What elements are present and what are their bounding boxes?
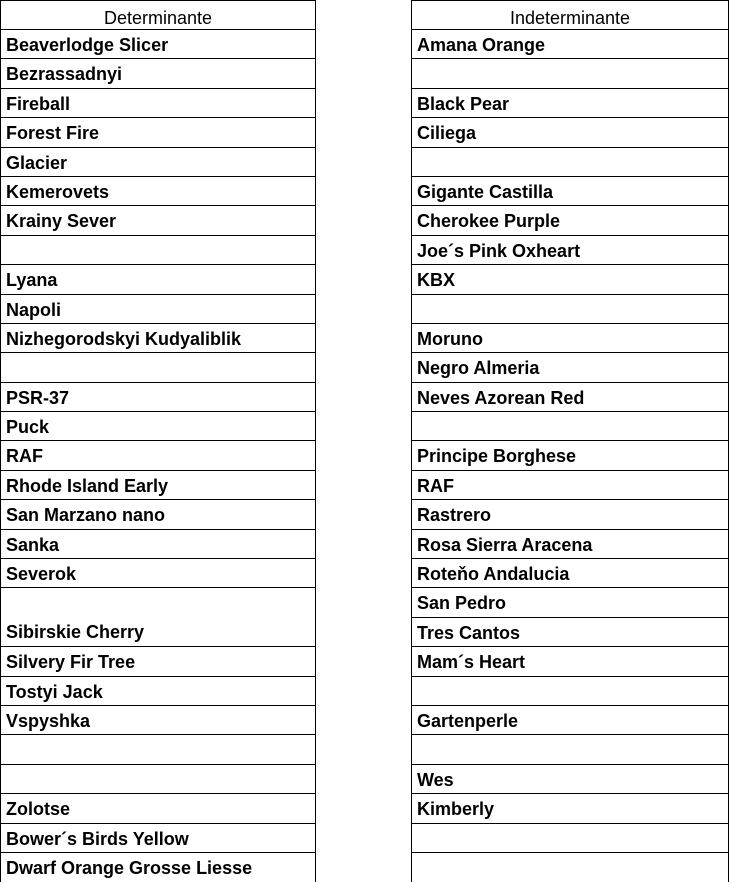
indeterminante-cell (412, 824, 728, 853)
indeterminante-cell: Rosa Sierra Aracena (412, 530, 728, 559)
determinante-cell: Lyana (1, 265, 315, 294)
indeterminante-cell: Cherokee Purple (412, 206, 728, 235)
indeterminante-cell: Wes (412, 765, 728, 794)
determinante-cell: Severok (1, 559, 315, 588)
indeterminante-cell (412, 853, 728, 882)
indeterminante-cell (412, 735, 728, 764)
determinante-cell: Forest Fire (1, 118, 315, 147)
determinante-cell: Silvery Fir Tree (1, 647, 315, 676)
indeterminante-cell: Mam´s Heart (412, 647, 728, 676)
determinante-cell: Bower´s Birds Yellow (1, 824, 315, 853)
indeterminante-cell: Gartenperle (412, 706, 728, 735)
indeterminante-cell: Joe´s Pink Oxheart (412, 236, 728, 265)
determinante-cell: San Marzano nano (1, 500, 315, 529)
determinante-cell: Fireball (1, 89, 315, 118)
determinante-cell: Sibirskie Cherry (1, 588, 315, 647)
indeterminante-cell (412, 59, 728, 88)
indeterminante-cell: Black Pear (412, 89, 728, 118)
determinante-cell: Bezrassadnyi (1, 59, 315, 88)
indeterminante-cell: Negro Almeria (412, 353, 728, 382)
indeterminante-cell: Kimberly (412, 794, 728, 823)
determinante-cell: Kemerovets (1, 177, 315, 206)
determinante-cell: Glacier (1, 148, 315, 177)
determinante-cell: Vspyshka (1, 706, 315, 735)
determinante-cell: Beaverlodge Slicer (1, 30, 315, 59)
determinante-cell: Zolotse (1, 794, 315, 823)
indeterminante-cell: RAF (412, 471, 728, 500)
indeterminante-cell (412, 677, 728, 706)
indeterminante-cell: KBX (412, 265, 728, 294)
determinante-cell: Sanka (1, 530, 315, 559)
determinante-cell: PSR-37 (1, 383, 315, 412)
indeterminante-cell: Rastrero (412, 500, 728, 529)
indeterminante-cell: Roteňo Andalucia (412, 559, 728, 588)
determinante-cell (1, 765, 315, 794)
indeterminante-cell (412, 295, 728, 324)
determinante-cell: Nizhegorodskyi Kudyaliblik (1, 324, 315, 353)
determinante-cell (1, 735, 315, 764)
indeterminante-cell (412, 148, 728, 177)
indeterminante-cell: Ciliega (412, 118, 728, 147)
indeterminante-cell (412, 412, 728, 441)
determinante-cell: Napoli (1, 295, 315, 324)
indeterminante-cell: Principe Borghese (412, 441, 728, 470)
indeterminante-column (411, 0, 729, 882)
determinante-cell (1, 236, 315, 265)
indeterminante-cell: Tres Cantos (412, 618, 728, 647)
determinante-cell: RAF (1, 441, 315, 470)
determinante-column (0, 0, 316, 882)
determinante-cell: Dwarf Orange Grosse Liesse (6, 857, 253, 878)
indeterminante-cell: San Pedro (412, 588, 728, 617)
indeterminante-cell: Amana Orange (412, 30, 728, 59)
indeterminante-cell: Gigante Castilla (412, 177, 728, 206)
determinante-cell (1, 353, 315, 382)
determinante-cell: Tostyi Jack (1, 677, 315, 706)
indeterminante-header: Indeterminante (412, 0, 728, 30)
indeterminante-cell: Moruno (412, 324, 728, 353)
determinante-cell: Krainy Sever (1, 206, 315, 235)
indeterminante-cell: Neves Azorean Red (412, 383, 728, 412)
determinante-cell: Rhode Island Early (1, 471, 315, 500)
determinante-cell: Puck (1, 412, 315, 441)
determinante-header: Determinante (1, 0, 315, 30)
